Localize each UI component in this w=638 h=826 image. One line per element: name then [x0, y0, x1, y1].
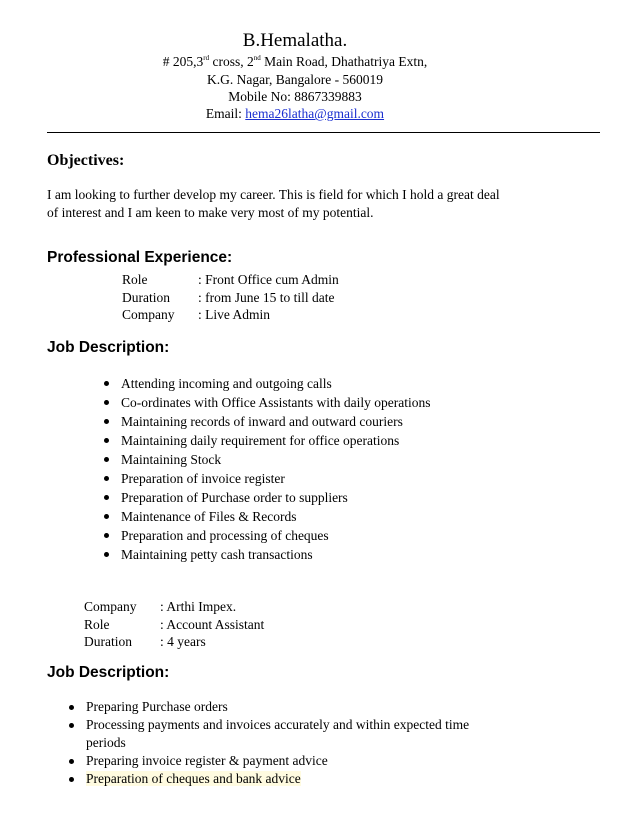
duty-text: Maintaining Stock	[121, 452, 222, 467]
list-item	[121, 431, 430, 450]
header-divider	[47, 132, 600, 133]
mobile-number: Mobile No: 8867339883	[228, 89, 362, 104]
list-item	[121, 412, 430, 431]
duty-text: Maintaining daily requirement for office operations	[121, 433, 400, 448]
job1-details	[122, 271, 339, 324]
list-item	[121, 526, 430, 545]
objectives-line: I am looking to further develop my career. This is field for which I hold a great deal	[47, 187, 500, 202]
duty-text: Maintaining petty cash transactions	[121, 547, 313, 562]
list-item	[121, 450, 430, 469]
job2-role-value: : Account Assistant	[160, 616, 265, 632]
job1-duration-row	[122, 289, 339, 307]
address-sup-rd: rd	[203, 54, 210, 62]
bullet-icon	[104, 457, 109, 462]
candidate-name: B.Hemalatha.	[242, 30, 348, 51]
duty-text: Preparing Purchase orders	[86, 699, 228, 714]
duty-text: Co-ordinates with Office Assistants with daily operations	[121, 395, 431, 410]
list-item	[121, 469, 430, 488]
bullet-icon	[104, 533, 109, 538]
bullet-icon	[69, 705, 74, 710]
list-item	[86, 698, 469, 716]
job1-role-value: : Front Office cum Admin	[198, 272, 339, 287]
job2-company-value: : Arthi Impex.	[160, 599, 237, 614]
bullet-icon	[104, 419, 109, 424]
duty-text-continuation: periods	[86, 735, 126, 750]
email-line	[0, 105, 590, 123]
job2-company-row	[84, 598, 264, 616]
job1-role-label: Role	[122, 272, 148, 287]
bullet-icon	[69, 723, 74, 728]
duty-text: Preparation of Purchase order to suppliers	[121, 490, 348, 505]
job1-role-row	[122, 271, 339, 289]
job1-duty-list	[121, 374, 430, 564]
objectives-heading: Objectives:	[47, 152, 125, 169]
list-item	[121, 545, 430, 564]
duty-text: Preparing invoice register & payment advice	[86, 753, 328, 768]
email-label: Email:	[205, 106, 246, 121]
bullet-icon	[104, 438, 109, 443]
duty-text: Maintenance of Files & Records	[121, 509, 297, 524]
email-link[interactable]: hema26latha@gmail.com	[245, 106, 385, 121]
bullet-icon	[104, 381, 109, 386]
duty-text: Preparation and processing of cheques	[121, 528, 329, 543]
duty-text: Processing payments and invoices accurately and within expected time	[86, 717, 470, 732]
job1-company-row	[122, 306, 339, 324]
bullet-icon	[104, 552, 109, 557]
list-item	[121, 393, 430, 412]
duty-text-highlighted: Preparation of cheques and bank advice	[86, 771, 301, 786]
address-mid: cross, 2	[209, 54, 254, 69]
bullet-icon	[69, 759, 74, 764]
job2-role-label: Role	[84, 616, 110, 632]
job1-company-value: : Live Admin	[198, 307, 270, 322]
job1-description-heading: Job Description:	[47, 339, 170, 356]
job2-role-row	[84, 616, 264, 634]
list-item	[86, 752, 469, 770]
job2-duration-label: Duration	[84, 634, 132, 649]
bullet-icon	[104, 514, 109, 519]
duty-text: Preparation of invoice register	[121, 471, 285, 486]
address-suffix: Main Road, Dhathatriya Extn,	[260, 54, 428, 69]
job1-company-label: Company	[122, 307, 175, 322]
list-item	[121, 507, 430, 526]
job2-duration-value: : 4 years	[160, 634, 206, 649]
objectives-text	[47, 186, 597, 222]
duty-text: Attending incoming and outgoing calls	[121, 376, 332, 391]
job2-description-heading: Job Description:	[47, 664, 170, 681]
job2-duration-row	[84, 633, 264, 651]
address-sup-nd: nd	[253, 54, 261, 62]
list-item	[86, 770, 469, 788]
duty-text: Maintaining records of inward and outward couriers	[121, 414, 403, 429]
address-line-2: K.G. Nagar, Bangalore - 560019	[206, 72, 384, 87]
bullet-icon	[104, 400, 109, 405]
bullet-icon	[69, 777, 74, 782]
objectives-line: of interest and I am keen to make very most of my potential.	[47, 205, 374, 220]
job2-details	[84, 598, 264, 651]
address-prefix: # 205,3	[162, 54, 204, 69]
bullet-icon	[104, 495, 109, 500]
list-item	[121, 488, 430, 507]
bullet-icon	[104, 476, 109, 481]
list-item	[121, 374, 430, 393]
job1-duration-value: : from June 15 to till date	[198, 289, 335, 305]
address-line-1	[0, 53, 590, 71]
experience-heading: Professional Experience:	[47, 249, 233, 266]
job1-duration-label: Duration	[122, 289, 170, 305]
list-item	[86, 716, 469, 752]
job2-duty-list	[86, 698, 469, 788]
job2-company-label: Company	[84, 599, 137, 614]
